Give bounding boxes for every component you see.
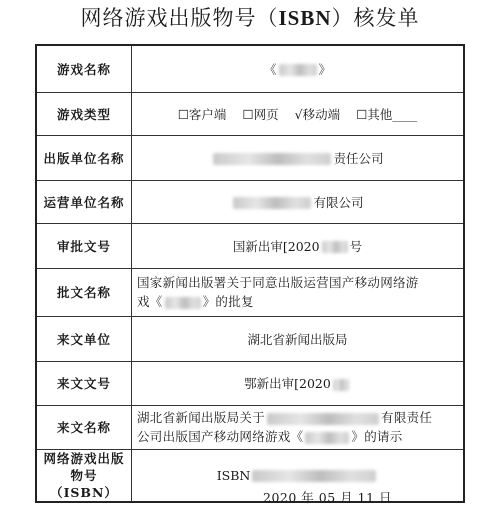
row-game-name <box>36 45 464 92</box>
label-game-type: 游戏类型 <box>36 92 132 135</box>
label-from-name: 来文名称 <box>36 405 132 449</box>
value-game-name: 《 》 <box>132 45 465 92</box>
label-from-unit: 来文单位 <box>36 316 132 361</box>
value-from-unit: 湖北省新闻出版局 <box>132 316 465 361</box>
value-game-type <box>132 92 465 135</box>
value-publisher: 责任公司 <box>132 135 465 180</box>
label-operator: 运营单位名称 <box>36 180 132 223</box>
redacted-from-game <box>305 432 349 444</box>
value-isbn: ISBN <box>132 449 465 502</box>
label-isbn: 网络游戏出版 物号（ISBN） <box>36 449 132 502</box>
label-game-name: 游戏名称 <box>36 45 132 92</box>
document-title: 网络游戏出版物号（ISBN）核发单 <box>80 6 420 30</box>
label-publisher: 出版单位名称 <box>36 135 132 180</box>
value-from-name: 湖北省新闻出版局关于 有限责任 公司出版国产移动网络游戏《 》的请示 <box>132 405 465 449</box>
redacted-from-no <box>333 379 349 391</box>
approval-form-table <box>35 44 465 503</box>
row-publisher <box>36 135 464 180</box>
option-client: ☐客户端 <box>177 106 227 122</box>
redacted-operator <box>233 197 311 209</box>
option-mobile: √移动端 <box>294 106 341 122</box>
row-approval-name <box>36 268 464 316</box>
value-from-no: 鄂新出审[2020 <box>132 361 465 405</box>
value-approval-no: 国新出审[2020 号 <box>132 223 465 268</box>
label-from-no: 来文文号 <box>36 361 132 405</box>
redacted-approval-name <box>165 297 201 309</box>
row-approval-no <box>36 223 464 268</box>
redacted-game-name <box>279 64 317 76</box>
redacted-isbn <box>252 470 376 482</box>
value-operator: 有限公司 <box>132 180 465 223</box>
option-web: ☐网页 <box>242 106 279 122</box>
row-from-name <box>36 405 464 449</box>
value-approval-name: 国家新闻出版署关于同意出版运营国产移动网络游 戏《 》的批复 <box>132 268 465 316</box>
row-from-no <box>36 361 464 405</box>
redacted-publisher <box>213 153 331 165</box>
redacted-approval-no <box>322 241 348 253</box>
label-approval-name: 批文名称 <box>36 268 132 316</box>
option-other: ☐其他____ <box>356 106 418 122</box>
row-from-unit <box>36 316 464 361</box>
issue-date: 2020 年 05 月 11 日 <box>263 490 392 505</box>
row-operator <box>36 180 464 223</box>
label-approval-no: 审批文号 <box>36 223 132 268</box>
row-isbn <box>36 449 464 502</box>
row-game-type <box>36 92 464 135</box>
redacted-from-company <box>267 413 379 425</box>
